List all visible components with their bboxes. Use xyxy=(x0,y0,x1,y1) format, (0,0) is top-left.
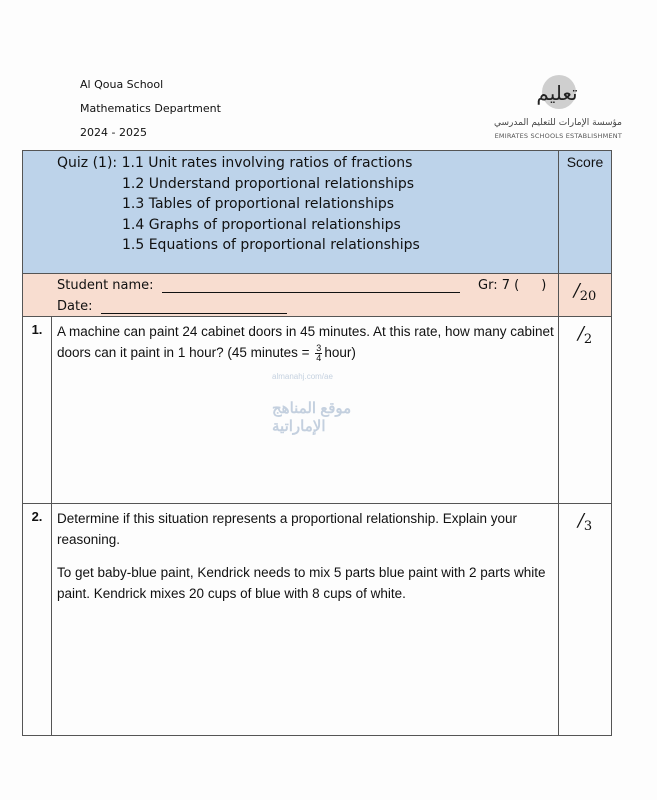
date-label: Date: xyxy=(57,299,93,314)
student-name-label: Student name: xyxy=(57,278,154,293)
grade-label: Gr: 7 ( ) xyxy=(478,278,547,293)
total-score-cell xyxy=(559,274,612,317)
watermark xyxy=(272,372,392,435)
date-field[interactable] xyxy=(101,301,287,314)
department-name: Mathematics Department xyxy=(80,102,221,115)
quiz-topics-row xyxy=(23,151,612,274)
ese-logo xyxy=(492,72,622,144)
question-1-points: $/_2$ xyxy=(577,323,593,347)
quiz-title-line xyxy=(57,153,558,174)
topic-2: 1.2 Understand proportional relationships xyxy=(122,175,415,192)
watermark-arabic: موقع المناهج الإماراتية xyxy=(272,400,352,435)
date-line xyxy=(57,299,558,314)
academic-year: 2024 - 2025 xyxy=(80,126,147,139)
question-2-cell xyxy=(52,504,559,736)
taleem-logo-icon xyxy=(532,72,582,114)
question-2-text: Determine if this situation represents a proportional relationship. Explain your reasoning. xyxy=(57,511,517,547)
question-2-number: 2. xyxy=(23,504,52,736)
question-2-points-cell xyxy=(559,504,612,736)
quiz-table xyxy=(22,150,612,736)
quiz-title: Quiz (1): xyxy=(57,155,118,171)
question-1-points-cell xyxy=(559,317,612,504)
topics-cell xyxy=(23,151,559,274)
question-1-text: A machine can paint 24 cabinet doors in 45 minutes. At this rate, how many cabinet doors can it paint in 1 hour? (45 minutes = $\frac{3}{4}$ hour) xyxy=(57,324,554,363)
score-header: Score xyxy=(559,151,612,274)
topic-4: 1.4 Graphs of proportional relationships xyxy=(122,216,401,233)
student-name-field[interactable] xyxy=(162,278,460,293)
question-2-points: $/_3$ xyxy=(577,510,593,534)
question-1-number: 1. xyxy=(23,317,52,504)
fraction-three-quarters: $\frac{3}{4}$ xyxy=(316,342,322,363)
watermark-url: almanahj.com/ae xyxy=(272,372,333,381)
question-2-scenario: To get baby-blue paint, Kendrick needs to mix 5 parts blue paint with 2 parts white paint. Kendrick mixes 20 cups of blue with 8 cups of white. xyxy=(57,565,546,601)
topic-5: 1.5 Equations of proportional relationships xyxy=(122,237,420,253)
topic-3: 1.3 Tables of proportional relationships xyxy=(122,196,395,212)
topic-1: 1.1 Unit rates involving ratios of fractions xyxy=(121,155,413,171)
student-name-line xyxy=(57,278,558,299)
logo-english-name: EMIRATES SCHOOLS ESTABLISHMENT xyxy=(494,132,622,140)
logo-arabic-name: مؤسسة الإمارات للتعليم المدرسي xyxy=(494,118,622,128)
question-2-row xyxy=(23,504,612,736)
logo-arabic-mark: تعليم xyxy=(536,81,578,105)
total-score: $/_{20}$ xyxy=(573,280,597,304)
school-name: Al Qoua School xyxy=(80,78,164,91)
student-info-row xyxy=(23,274,612,317)
